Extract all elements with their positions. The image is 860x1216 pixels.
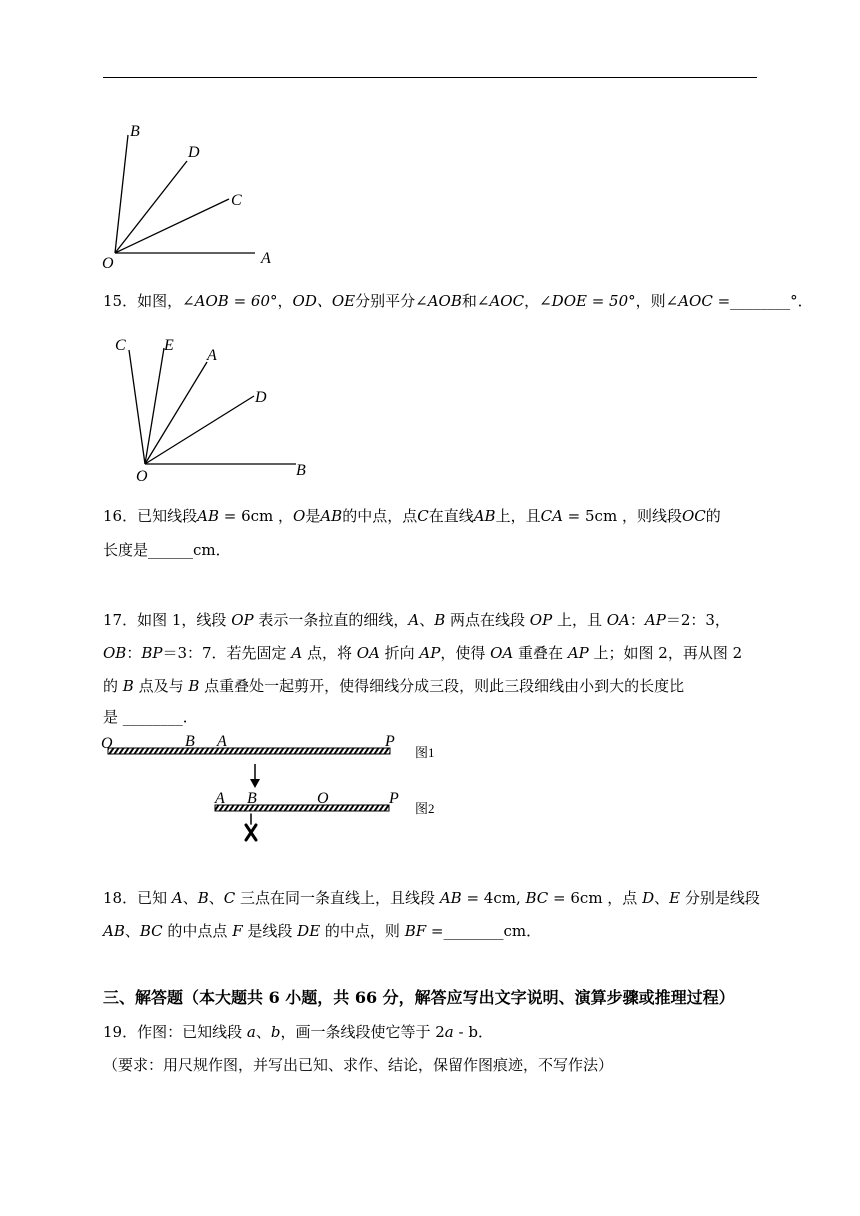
label-A: A [207, 347, 217, 364]
angle-figure-q14 [95, 115, 295, 275]
question-17-line-4: 是 ________． [103, 708, 198, 726]
question-19-line-2: （要求：用尺规作图，并写出已知、求作、结论，保留作图痕迹，不写作法） [103, 1056, 614, 1074]
label-C: C [115, 337, 126, 354]
label-A: A [217, 733, 227, 750]
question-17-line-1: 17．如图 1，线段 OP 表示一条拉直的细线，A、B 两点在线段 OP 上，且 OA：AP＝2：3， [103, 611, 730, 629]
thread-bar-2 [215, 805, 389, 811]
question-16-line-2: 长度是______cm． [103, 541, 231, 559]
label-A: A [261, 250, 271, 267]
label-O: O [102, 255, 114, 272]
question-19-line-1: 19．作图：已知线段 a、b，画一条线段使它等于 2a - b． [103, 1023, 493, 1041]
label-P: P [389, 790, 399, 807]
label-C: C [231, 192, 242, 209]
question-16-line-1: 16．已知线段AB = 6cm ，O是AB的中点，点C在直线AB上，且CA = 5cm ，则线段OC的 [103, 507, 721, 525]
label-O: O [317, 790, 329, 807]
scissors-icon [246, 814, 256, 840]
label-E: E [164, 337, 174, 354]
angle-figure-q15 [100, 330, 320, 485]
question-15: 15．如图，∠AOB = 60°，OD、OE分别平分∠AOB和∠AOC，∠DOE = 50°，则∠AOC =________°． [103, 292, 813, 310]
label-B: B [296, 462, 306, 479]
label-B: B [130, 123, 140, 140]
question-17-line-3: 的 B 点及与 B 点重叠处一起剪开，使得细线分成三段，则此三段细线由小到大的长度比 [103, 677, 685, 695]
label-D: D [255, 389, 267, 406]
label-O: O [136, 468, 148, 485]
figure-2-label: 图2 [415, 801, 435, 816]
question-18-line-1: 18．已知 A、B、C 三点在同一条直线上，且线段 AB = 4cm, BC = 6cm ，点 D、E 分别是线段 [103, 889, 760, 907]
label-D: D [188, 144, 200, 161]
thread-figure-q17 [95, 730, 455, 845]
label-O: O [101, 735, 113, 752]
label-P: P [385, 733, 395, 750]
question-17-line-2: OB：BP＝3：7．若先固定 A 点，将 OA 折向 AP，使得 OA 重叠在 AP 上；如图 2，再从图 2 [103, 644, 743, 662]
down-arrow-icon [250, 764, 260, 788]
thread-bar-1 [108, 748, 390, 754]
label-B: B [247, 790, 257, 807]
figure-1-label: 图1 [415, 745, 435, 760]
label-A: A [215, 790, 225, 807]
header-rule [103, 77, 757, 78]
question-18-line-2: AB、BC 的中点点 F 是线段 DE 的中点，则 BF =________cm． [103, 922, 542, 940]
label-B: B [185, 733, 195, 750]
section-3-heading: 三、解答题（本大题共 6 小题，共 66 分，解答应写出文字说明、演算步骤或推理过程） [103, 988, 735, 1007]
